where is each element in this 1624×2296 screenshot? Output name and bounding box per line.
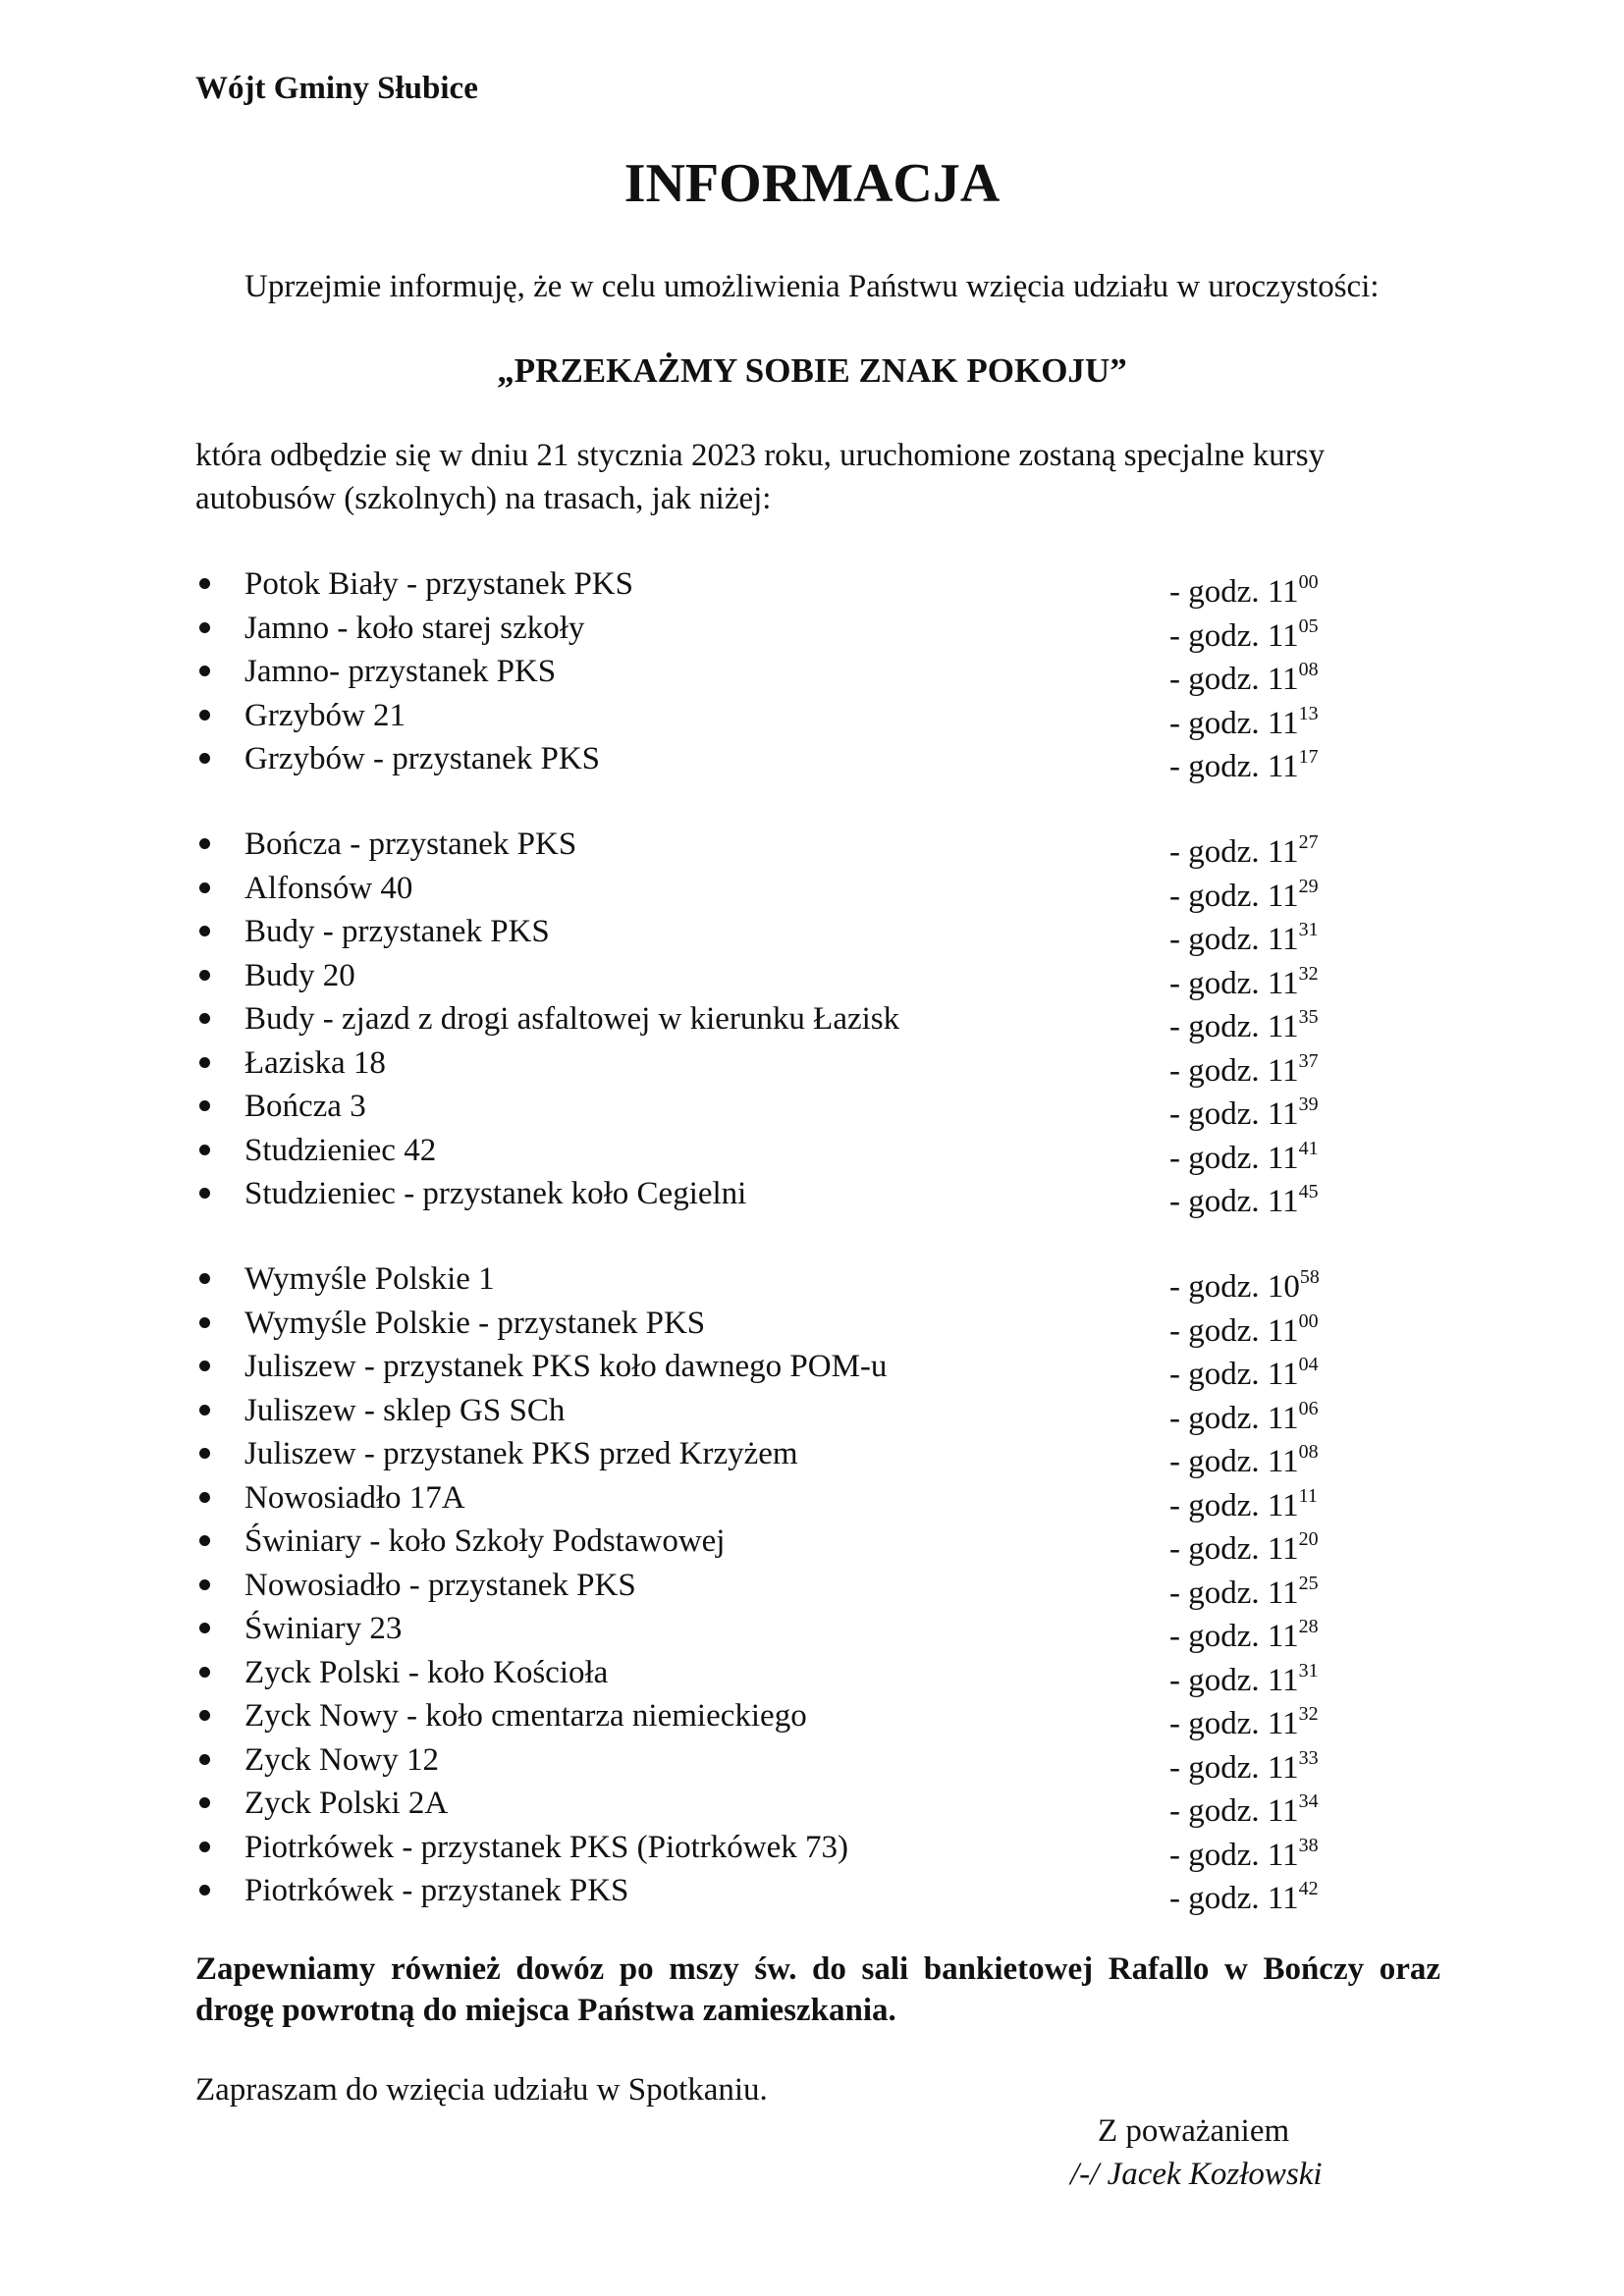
time-prefix: - godz. — [1169, 965, 1260, 1001]
time-minute: 28 — [1298, 1616, 1319, 1637]
time-prefix: - godz. — [1169, 1706, 1260, 1741]
time-hour: 11 — [1267, 922, 1299, 957]
time-minute: 58 — [1299, 1266, 1320, 1288]
closing-phrase: Z poważaniem — [1098, 2113, 1290, 2149]
time-hour: 11 — [1267, 1140, 1299, 1176]
time-minute: 37 — [1298, 1049, 1319, 1072]
time-prefix: - godz. — [1169, 1400, 1260, 1436]
time-minute: 17 — [1298, 746, 1319, 768]
time-prefix: - godz. — [1169, 1052, 1260, 1089]
time-minute: 25 — [1298, 1572, 1319, 1594]
time-prefix: - godz. — [1169, 1837, 1260, 1873]
time-hour: 11 — [1267, 1706, 1299, 1741]
stop-name: Świniary - koło Szkoły Podstawowej — [244, 1523, 726, 1559]
route-group-3 — [195, 1257, 1334, 1916]
time-minute: 05 — [1298, 614, 1319, 637]
time-minute: 27 — [1298, 831, 1319, 853]
stop-name: Juliszew - przystanek PKS koło dawnego POM-u — [244, 1349, 888, 1384]
stop-name: Nowosiadło 17A — [244, 1479, 465, 1516]
time-hour: 11 — [1267, 1357, 1299, 1392]
list-item — [195, 650, 1334, 697]
stop-name: Piotrkówek - przystanek PKS (Piotrkówek 73) — [244, 1829, 849, 1865]
list-item — [195, 1869, 1334, 1916]
stop-name: Jamno- przystanek PKS — [244, 654, 557, 689]
time-minute: 38 — [1298, 1834, 1319, 1856]
time-hour: 11 — [1267, 749, 1299, 784]
stop-name: Juliszew - przystanek PKS przed Krzyżem — [244, 1436, 798, 1471]
list-item — [195, 1432, 1334, 1479]
time-prefix: - godz. — [1169, 1619, 1260, 1654]
time-prefix: - godz. — [1169, 1881, 1260, 1916]
time-prefix: - godz. — [1169, 1531, 1260, 1567]
time-minute: 29 — [1298, 875, 1319, 897]
time-hour: 11 — [1267, 834, 1299, 870]
time-prefix: - godz. — [1169, 922, 1260, 957]
issuer-heading: Wójt Gminy Słubice — [195, 71, 478, 106]
transport-notice: Zapewniamy również dowóz po mszy św. do sali bankietowej Rafallo w Bończy oraz drogę powrotną do miejsca Państwa zamieszkania. — [195, 1951, 1440, 2028]
list-item — [195, 823, 1334, 870]
time-prefix: - godz. — [1169, 574, 1260, 610]
stop-name: Piotrkówek - przystanek PKS — [244, 1873, 629, 1908]
time-minute: 32 — [1298, 1703, 1319, 1725]
departure-time — [1169, 1869, 1319, 1920]
time-prefix: - godz. — [1169, 1662, 1260, 1698]
list-item — [195, 1738, 1334, 1786]
stop-name: Studzieniec 42 — [244, 1132, 437, 1168]
stop-name: Nowosiadło - przystanek PKS — [244, 1567, 636, 1603]
time-hour: 11 — [1267, 1837, 1299, 1873]
time-prefix: - godz. — [1169, 1269, 1260, 1305]
stop-name: Bończa - przystanek PKS — [244, 827, 577, 862]
stop-name: Wymyśle Polskie 1 — [244, 1261, 495, 1297]
time-hour: 11 — [1267, 1881, 1299, 1916]
stop-name: Bończa 3 — [244, 1089, 366, 1124]
time-minute: 32 — [1298, 962, 1319, 985]
list-item — [195, 954, 1334, 1001]
time-minute: 41 — [1298, 1137, 1319, 1159]
stop-name: Zyck Nowy 12 — [244, 1741, 439, 1778]
time-prefix: - godz. — [1169, 1575, 1260, 1611]
time-hour: 11 — [1267, 1444, 1299, 1479]
list-item — [195, 867, 1334, 914]
time-minute: 08 — [1298, 1441, 1319, 1463]
stop-name: Wymyśle Polskie - przystanek PKS — [244, 1305, 706, 1341]
list-item — [195, 607, 1334, 654]
stop-name: Zyck Polski 2A — [244, 1786, 449, 1821]
list-item — [195, 1041, 1334, 1089]
time-hour: 11 — [1267, 1619, 1299, 1654]
time-prefix: - godz. — [1169, 1096, 1260, 1132]
list-item — [195, 1651, 1334, 1698]
stop-name: Studzieniec - przystanek koło Cegielni — [244, 1176, 747, 1211]
list-item — [195, 910, 1334, 957]
list-item — [195, 1476, 1334, 1521]
list-item — [195, 1782, 1334, 1829]
time-prefix: - godz. — [1169, 705, 1260, 741]
departure-time — [1169, 737, 1319, 788]
time-hour: 11 — [1267, 1052, 1299, 1089]
time-minute: 11 — [1298, 1484, 1318, 1507]
time-prefix: - godz. — [1169, 1749, 1260, 1786]
time-minute: 00 — [1298, 571, 1319, 593]
list-item — [195, 1302, 1334, 1349]
time-hour: 11 — [1267, 1793, 1299, 1829]
list-item — [195, 562, 1334, 610]
route-group-2 — [195, 823, 1334, 1219]
time-prefix: - godz. — [1169, 1793, 1260, 1829]
list-item — [195, 997, 1334, 1044]
time-hour: 11 — [1267, 1662, 1299, 1698]
stop-name: Zyck Polski - koło Kościoła — [244, 1654, 609, 1690]
stop-name: Budy - przystanek PKS — [244, 914, 550, 949]
time-hour: 11 — [1267, 1575, 1299, 1611]
departure-time — [1169, 1172, 1319, 1223]
stop-name: Świniary 23 — [244, 1611, 403, 1646]
time-hour: 10 — [1267, 1269, 1300, 1305]
intro-paragraph: Uprzejmie informuję, że w celu umożliwienia Państwu wzięcia udziału w uroczystości: — [244, 269, 1380, 304]
time-prefix: - godz. — [1169, 1487, 1260, 1523]
time-prefix: - godz. — [1169, 1184, 1260, 1219]
time-prefix: - godz. — [1169, 1357, 1260, 1392]
stop-name: Grzybów 21 — [244, 697, 406, 733]
list-item — [195, 1564, 1334, 1611]
list-item — [195, 1607, 1334, 1654]
time-hour: 11 — [1267, 1009, 1299, 1044]
list-item — [195, 1389, 1334, 1436]
event-name: „PRZEKAŻMY SOBIE ZNAK POKOJU” — [497, 351, 1127, 390]
time-prefix: - godz. — [1169, 1444, 1260, 1479]
list-item — [195, 1694, 1334, 1741]
document-title: INFORMACJA — [623, 153, 1001, 214]
time-hour: 11 — [1267, 878, 1299, 914]
list-item — [195, 1826, 1334, 1873]
time-prefix: - godz. — [1169, 1312, 1260, 1349]
stop-name: Potok Biały - przystanek PKS — [244, 566, 633, 602]
time-hour: 11 — [1267, 1400, 1299, 1436]
time-hour: 11 — [1267, 965, 1299, 1001]
list-item — [195, 737, 1334, 784]
stop-name: Juliszew - sklep GS SCh — [244, 1392, 566, 1428]
list-item — [195, 694, 1334, 741]
time-hour: 11 — [1267, 1312, 1299, 1349]
time-hour: 11 — [1267, 617, 1299, 654]
time-minute: 34 — [1298, 1790, 1319, 1812]
time-minute: 00 — [1298, 1309, 1319, 1332]
stop-name: Zyck Nowy - koło cmentarza niemieckiego — [244, 1698, 807, 1734]
time-minute: 42 — [1298, 1878, 1319, 1899]
list-item — [195, 1345, 1334, 1392]
event-details-paragraph: która odbędzie się w dniu 21 stycznia 2023 roku, uruchomione zostaną specjalne kursy autobusów (szkolnych) na trasach, jak niżej: — [195, 438, 1326, 516]
time-minute: 31 — [1298, 1659, 1319, 1682]
time-minute: 39 — [1298, 1094, 1319, 1115]
time-prefix: - godz. — [1169, 878, 1260, 914]
time-prefix: - godz. — [1169, 1009, 1260, 1044]
time-prefix: - godz. — [1169, 662, 1260, 697]
time-prefix: - godz. — [1169, 1140, 1260, 1176]
time-minute: 45 — [1298, 1181, 1319, 1202]
list-item — [195, 1257, 1334, 1305]
time-minute: 20 — [1298, 1528, 1319, 1550]
stop-name: Łaziska 18 — [244, 1044, 386, 1081]
stop-name: Grzybów - przystanek PKS — [244, 741, 601, 776]
time-prefix: - godz. — [1169, 749, 1260, 784]
time-minute: 06 — [1298, 1397, 1319, 1419]
time-minute: 13 — [1298, 702, 1319, 724]
time-minute: 08 — [1298, 659, 1319, 680]
time-hour: 11 — [1267, 574, 1299, 610]
invitation-text: Zapraszam do wzięcia udziału w Spotkaniu. — [195, 2072, 768, 2108]
list-item — [195, 1520, 1334, 1567]
time-prefix: - godz. — [1169, 617, 1260, 654]
time-minute: 35 — [1298, 1006, 1319, 1028]
signature: /-/ Jacek Kozłowski — [1070, 2157, 1323, 2192]
time-hour: 11 — [1267, 1531, 1299, 1567]
time-hour: 11 — [1267, 662, 1299, 697]
time-hour: 11 — [1267, 705, 1299, 741]
time-hour: 11 — [1267, 1487, 1299, 1523]
stop-name: Budy 20 — [244, 957, 355, 993]
time-minute: 04 — [1298, 1354, 1319, 1375]
time-prefix: - godz. — [1169, 834, 1260, 870]
list-item — [195, 1129, 1334, 1176]
time-hour: 11 — [1267, 1184, 1299, 1219]
route-group-1 — [195, 562, 1334, 784]
stop-name: Budy - zjazd z drogi asfaltowej w kierunku Łazisk — [244, 1001, 900, 1037]
time-hour: 11 — [1267, 1749, 1299, 1786]
time-minute: 31 — [1298, 919, 1319, 940]
list-item — [195, 1172, 1334, 1219]
stop-name: Alfonsów 40 — [244, 870, 413, 906]
time-minute: 33 — [1298, 1746, 1319, 1769]
list-item — [195, 1085, 1334, 1132]
time-hour: 11 — [1267, 1096, 1299, 1132]
stop-name: Jamno - koło starej szkoły — [244, 610, 585, 646]
